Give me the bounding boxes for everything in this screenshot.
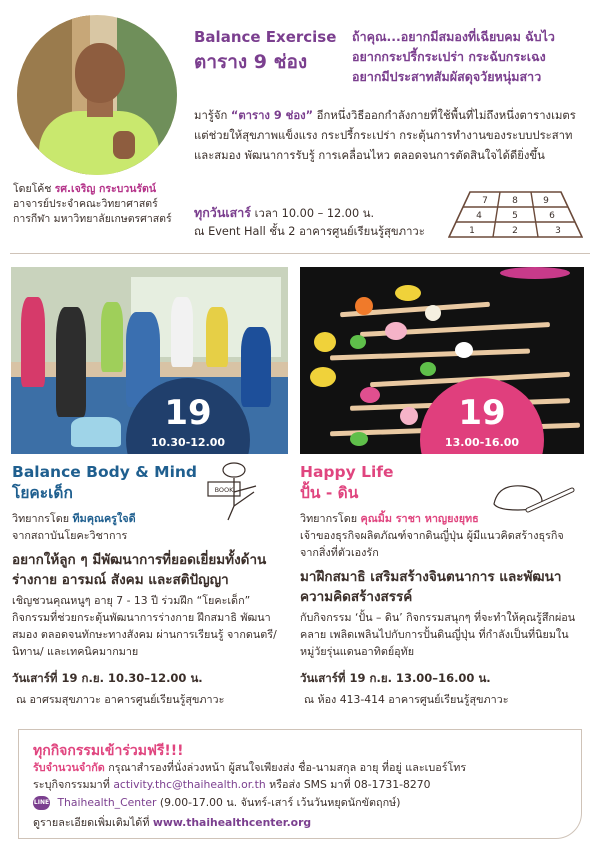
grid-number: 2 (512, 226, 518, 236)
book-label: BOOK (214, 486, 234, 494)
grid-number: 7 (482, 196, 488, 206)
event1-where: ณ อาศรมสุขภาวะ อาคารศูนย์เรียนรู้สุขภาวะ (16, 693, 225, 706)
intro-highlight: “ตาราง 9 ช่อง” (230, 109, 314, 122)
grid-number: 4 (476, 211, 482, 221)
grid-number: 1 (469, 226, 475, 236)
quote-line: ถ้าคุณ...อยากมีสมองที่เฉียบคม ฉับไว (352, 29, 555, 44)
registration-line (33, 760, 466, 776)
grid-number: 3 (555, 226, 561, 236)
limited-seats: รับจำนวนจำกัด (33, 761, 105, 774)
sms-text: หรือส่ง SMS มาที่ 08-1731-8270 (269, 778, 431, 791)
coach-name: รศ.เจริญ กระบวนรัตน์ (54, 183, 157, 195)
event2-title (300, 462, 394, 504)
coach-role: อาจารย์ประจำคณะวิทยาศาสตร์ (13, 198, 158, 210)
event2-details (300, 510, 582, 708)
event1-speaker-prefix: วิทยากรโดย (12, 512, 70, 525)
event1-body: เชิญชวนคุณหนูๆ อายุ 7 - 13 ปี ร่วมฝึก “โยคะเด็ก” กิจกรรมที่ช่วยกระตุ้นพัฒนาการร่างกาย ฝึกสมาธิ พัฒนาสมอง ตลอดจนทักษะทางสังคม ผ่านการเรียนรู้ จากดนตรี/ นิทาน/ และเทคนิคมากมาย (12, 594, 277, 658)
intro-body: อีกหนึ่งวิธีออกกำลังกายที่ใช้พื้นที่ไม่ถึงหนึ่งตารางเมตร แต่ช่วยให้สุขภาพแข็งแรง กระปรี้กระเปร่า กระตุ้นการทำงานของระบบประสาทและสมอง พัฒนาการรับรู้ การเคลื่อนไหว ตลอดจนการตัดสินใจได้ดียิ่งขึ้น (194, 109, 576, 162)
section-title-en: Balance Exercise (194, 28, 337, 46)
event2-speaker-name: คุณมิ้ม ราชา หาญยงยุทธ (360, 512, 479, 525)
grid-number: 8 (512, 196, 518, 206)
section-divider (10, 253, 590, 254)
event2-headline: มาฝึกสมาธิ เสริมสร้างจินตนาการ และพัฒนาความคิดสร้างสรรค์ (300, 569, 562, 605)
event1-when: วันเสาร์ที่ 19 ก.ย. 10.30–12.00 น. (12, 671, 203, 685)
event1-headline: อยากให้ลูก ๆ มีพัฒนาการที่ยอดเยี่ยมทั้งด้านร่างกาย อารมณ์ สังคม และสติปัญญา (12, 552, 267, 588)
line-contact (33, 795, 400, 811)
event2-speaker-org: เจ้าของธุรกิจผลิตภัณฑ์จากดินญี่ปุ่น ผู้มีแนวคิดสร้างธุรกิจจากสิ่งที่ตัวเองรัก (300, 529, 564, 559)
section-title-th: ตาราง 9 ช่อง (194, 51, 308, 73)
free-entry-title: ทุกกิจกรรมเข้าร่วมฟรี!!! (33, 743, 184, 759)
intro-prefix: มารู้จัก (194, 109, 228, 122)
line-hours: (9.00-17.00 น. จันทร์-เสาร์ เว้นวันหยุดนักขัตฤกษ์) (159, 796, 401, 809)
event1-day: 19 (164, 393, 212, 433)
intro-paragraph (194, 106, 584, 166)
quote-line: อยากกระปรี้กระเปร่า กระฉับกระเฉง (352, 49, 546, 64)
event2-body: กับกิจกรรม ‘ปั้น – ดิน’ กิจกรรมสนุกๆ ที่จะทำให้คุณรู้สึกผ่อนคลาย เพลิดเพลินไปกับการปั้นดินญี่ปุ่น ที่กำลังเป็นที่นิยมในหมู่วัยรุ่นแดนอาทิตย์อุทัย (300, 611, 576, 658)
event2-when: วันเสาร์ที่ 19 ก.ย. 13.00–16.00 น. (300, 671, 491, 685)
event1-title (12, 462, 197, 504)
event1-title-th: โยคะเด็ก (12, 484, 73, 502)
intro-quote (352, 27, 592, 87)
speaker-photo (17, 15, 177, 175)
contact-line (33, 777, 431, 793)
schedule-place: ณ Event Hall ชั้น 2 อาคารศูนย์เรียนรู้สุขภาวะ (194, 225, 425, 238)
event1-time: 10.30-12.00 (150, 436, 226, 449)
registration-box (18, 729, 582, 839)
event2-time: 13.00-16.00 (444, 436, 520, 449)
email-prefix: ระบุกิจกรรมมาที่ (33, 778, 110, 791)
event2-title-en: Happy Life (300, 463, 394, 481)
coach-credit (13, 182, 203, 227)
event1-speaker-org: จากสถาบันโยคะวิชาการ (12, 529, 128, 542)
website-link[interactable]: www.thaihealthcenter.org (152, 816, 312, 829)
event2-title-th: ปั้น - ดิน (300, 484, 359, 502)
coach-prefix: โดยโค้ช (13, 183, 52, 195)
event1-title-en: Balance Body & Mind (12, 463, 198, 481)
grid-number: 6 (549, 211, 555, 221)
schedule-day: ทุกวันเสาร์ (194, 205, 252, 220)
grid-number: 9 (543, 196, 549, 206)
event2-where: ณ ห้อง 413-414 อาคารศูนย์เรียนรู้สุขภาวะ (304, 693, 509, 706)
event2-speaker-prefix: วิทยากรโดย (300, 512, 358, 525)
schedule-time: เวลา 10.00 – 12.00 น. (254, 207, 375, 220)
line-app-icon: LINE (33, 796, 50, 810)
quote-line: อยากมีประสาทสัมผัสดุจวัยหนุ่มสาว (352, 69, 542, 84)
grid-number: 5 (512, 211, 518, 221)
registration-text: กรุณาสำรองที่นั่งล่วงหน้า ผู้สนใจเพียงส่ง ชื่อ-นามสกุล อายุ ที่อยู่ และเบอร์โทร (108, 761, 467, 774)
event1-speaker-name: ทีมคุณครูใจดี (72, 512, 136, 525)
email-link[interactable]: activity.thc@thaihealth.or.th (113, 778, 266, 791)
event2-day: 19 (458, 393, 506, 433)
nine-square-grid-illustration (448, 191, 583, 238)
balance-schedule (194, 204, 454, 241)
website-line (33, 815, 311, 831)
coach-affiliation: การกีฬา มหาวิทยาลัยเกษตรศาสตร์ (13, 213, 172, 225)
line-id-link[interactable]: Thaihealth_Center (57, 796, 157, 809)
event1-details (12, 510, 282, 708)
website-prefix: ดูรายละเอียดเพิ่มเติมได้ที่ (33, 816, 150, 829)
